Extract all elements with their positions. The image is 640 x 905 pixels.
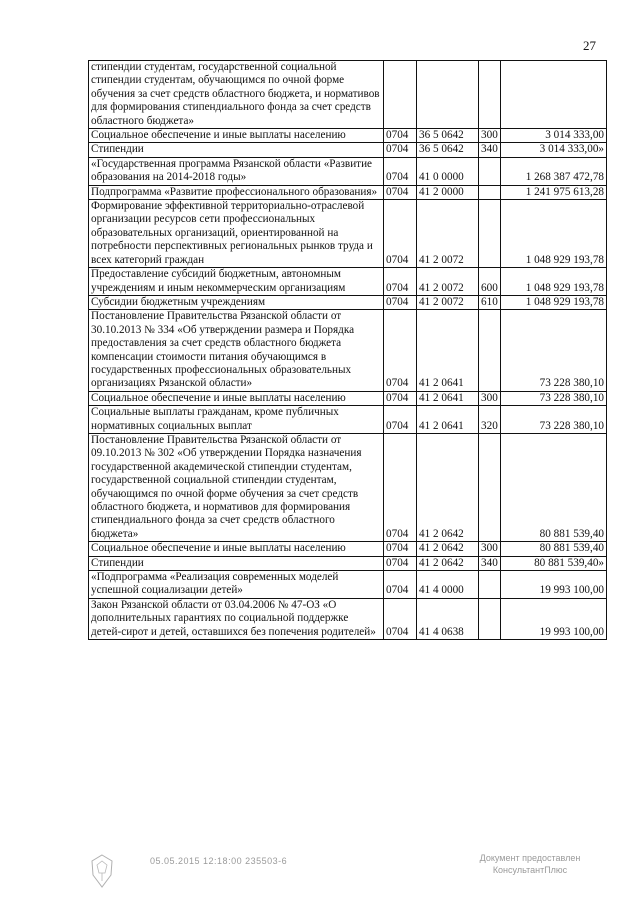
row-sum: 80 881 539,40» bbox=[501, 556, 607, 570]
row-csr: 41 2 0642 bbox=[417, 556, 479, 570]
row-sum: 80 881 539,40 bbox=[501, 433, 607, 541]
row-csr: 41 2 0642 bbox=[417, 542, 479, 556]
row-vr bbox=[479, 61, 501, 129]
coat-of-arms-icon bbox=[88, 853, 116, 889]
row-vr bbox=[479, 598, 501, 639]
row-sum: 19 993 100,00 bbox=[501, 571, 607, 599]
row-vr: 300 bbox=[479, 129, 501, 143]
row-sum: 73 228 380,10 bbox=[501, 310, 607, 391]
row-name: «Подпрограмма «Реализация современных моделей успешной социализации детей» bbox=[89, 571, 384, 599]
row-name: «Государственная программа Рязанской области «Развитие образования на 2014-2018 годы» bbox=[89, 157, 384, 185]
row-section: 0704 bbox=[384, 157, 417, 185]
row-vr bbox=[479, 200, 501, 268]
row-csr bbox=[417, 61, 479, 129]
budget-table bbox=[88, 60, 607, 640]
row-section: 0704 bbox=[384, 391, 417, 405]
table-row bbox=[89, 129, 607, 143]
row-vr: 300 bbox=[479, 542, 501, 556]
table-row bbox=[89, 268, 607, 296]
row-section bbox=[384, 61, 417, 129]
row-csr: 41 2 0072 bbox=[417, 268, 479, 296]
row-sum: 3 014 333,00 bbox=[501, 129, 607, 143]
row-section: 0704 bbox=[384, 542, 417, 556]
table-row bbox=[89, 157, 607, 185]
row-name: Социальное обеспечение и иные выплаты населению bbox=[89, 542, 384, 556]
row-section: 0704 bbox=[384, 598, 417, 639]
footer-note: Документ предоставлен КонсультантПлюс bbox=[479, 853, 581, 875]
row-vr bbox=[479, 310, 501, 391]
table-row bbox=[89, 406, 607, 434]
row-csr: 41 2 0641 bbox=[417, 391, 479, 405]
row-name: Подпрограмма «Развитие профессионального образования» bbox=[89, 185, 384, 199]
table-row bbox=[89, 310, 607, 391]
table-row bbox=[89, 200, 607, 268]
row-name: Стипендии bbox=[89, 556, 384, 570]
row-name: Стипендии bbox=[89, 143, 384, 157]
row-section: 0704 bbox=[384, 143, 417, 157]
row-vr: 600 bbox=[479, 268, 501, 296]
row-section: 0704 bbox=[384, 406, 417, 434]
table-row bbox=[89, 542, 607, 556]
table-row bbox=[89, 295, 607, 309]
row-vr bbox=[479, 571, 501, 599]
row-vr bbox=[479, 433, 501, 541]
row-sum: 19 993 100,00 bbox=[501, 598, 607, 639]
row-section: 0704 bbox=[384, 295, 417, 309]
row-name: Постановление Правительства Рязанской области от 30.10.2013 № 334 «Об утверждении размера и Порядка предоставления за счет средств областного бюджета компенсации стоимости питания обучающимся в государственных профессиональных образовательных организациях Рязанской области» bbox=[89, 310, 384, 391]
row-csr: 36 5 0642 bbox=[417, 143, 479, 157]
row-sum: 1 048 929 193,78 bbox=[501, 268, 607, 296]
table-row bbox=[89, 391, 607, 405]
footer-stamp: 05.05.2015 12:18:00 235503-6 bbox=[150, 856, 288, 866]
row-section: 0704 bbox=[384, 556, 417, 570]
row-sum: 1 048 929 193,78 bbox=[501, 295, 607, 309]
row-sum: 73 228 380,10 bbox=[501, 391, 607, 405]
table-row bbox=[89, 598, 607, 639]
row-section: 0704 bbox=[384, 571, 417, 599]
row-csr: 41 2 0642 bbox=[417, 433, 479, 541]
row-csr: 41 4 0000 bbox=[417, 571, 479, 599]
row-csr: 41 2 0072 bbox=[417, 295, 479, 309]
row-section: 0704 bbox=[384, 268, 417, 296]
page-number: 27 bbox=[583, 38, 596, 53]
table-row bbox=[89, 556, 607, 570]
table-row bbox=[89, 571, 607, 599]
row-csr: 36 5 0642 bbox=[417, 129, 479, 143]
table-row bbox=[89, 433, 607, 541]
row-sum: 1 268 387 472,78 bbox=[501, 157, 607, 185]
row-name: Формирование эффективной территориально-отраслевой организации ресурсов сети профессиональных образовательных организаций, ориентированной на потребности перспективных региональных рынков труда и всех категорий граждан bbox=[89, 200, 384, 268]
row-vr: 320 bbox=[479, 406, 501, 434]
row-vr: 340 bbox=[479, 556, 501, 570]
row-section: 0704 bbox=[384, 310, 417, 391]
row-vr: 610 bbox=[479, 295, 501, 309]
row-csr: 41 2 0641 bbox=[417, 406, 479, 434]
table-row bbox=[89, 185, 607, 199]
row-name: стипендии студентам, государственной социальной стипендии студентам, обучающимся по очной форме обучения за счет средств областного бюджета, и нормативов для формирования стипендиального фонда за счет средств областного бюджета» bbox=[89, 61, 384, 129]
row-vr: 340 bbox=[479, 143, 501, 157]
row-name: Социальное обеспечение и иные выплаты населению bbox=[89, 391, 384, 405]
row-name: Субсидии бюджетным учреждениям bbox=[89, 295, 384, 309]
row-vr: 300 bbox=[479, 391, 501, 405]
row-section: 0704 bbox=[384, 129, 417, 143]
row-sum: 73 228 380,10 bbox=[501, 406, 607, 434]
row-sum bbox=[501, 61, 607, 129]
row-vr bbox=[479, 185, 501, 199]
row-sum: 80 881 539,40 bbox=[501, 542, 607, 556]
row-csr: 41 4 0638 bbox=[417, 598, 479, 639]
row-csr: 41 2 0072 bbox=[417, 200, 479, 268]
row-name: Закон Рязанской области от 03.04.2006 № 47-ОЗ «О дополнительных гарантиях по социальной поддержке детей-сирот и детей, оставшихся без попечения родителей» bbox=[89, 598, 384, 639]
row-sum: 3 014 333,00» bbox=[501, 143, 607, 157]
row-vr bbox=[479, 157, 501, 185]
row-name: Постановление Правительства Рязанской области от 09.10.2013 № 302 «Об утверждении Порядка назначения государственной академической стипендии студентам, государственной социальной стипендии студентам, обучающимся по очной форме обучения за счет средств областного бюджета, и нормативов для формирования стипендиального фонда за счет средств областного бюджета» bbox=[89, 433, 384, 541]
row-csr: 41 2 0641 bbox=[417, 310, 479, 391]
page-footer bbox=[0, 850, 640, 900]
row-name: Социальное обеспечение и иные выплаты населению bbox=[89, 129, 384, 143]
row-section: 0704 bbox=[384, 200, 417, 268]
row-sum: 1 048 929 193,78 bbox=[501, 200, 607, 268]
row-section: 0704 bbox=[384, 185, 417, 199]
table-row bbox=[89, 143, 607, 157]
row-section: 0704 bbox=[384, 433, 417, 541]
row-name: Предоставление субсидий бюджетным, автономным учреждениям и иным некоммерческим организациям bbox=[89, 268, 384, 296]
table-row bbox=[89, 61, 607, 129]
row-csr: 41 2 0000 bbox=[417, 185, 479, 199]
row-csr: 41 0 0000 bbox=[417, 157, 479, 185]
row-name: Социальные выплаты гражданам, кроме публичных нормативных социальных выплат bbox=[89, 406, 384, 434]
row-sum: 1 241 975 613,28 bbox=[501, 185, 607, 199]
